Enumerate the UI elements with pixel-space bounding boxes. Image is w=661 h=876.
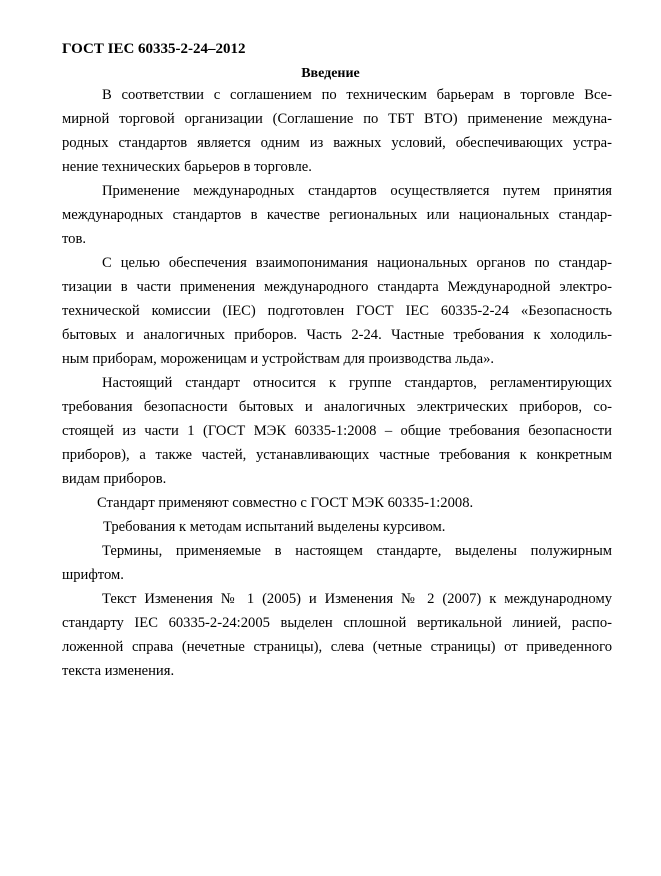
paragraph-2-line-2: международных стандартов в качестве региональных или национальных стандар- xyxy=(62,207,612,223)
paragraph-5-line-1: Стандарт применяют совместно с ГОСТ МЭК 60335-1:2008. xyxy=(97,495,474,511)
paragraph-7-line-2: шрифтом. xyxy=(62,567,124,583)
paragraph-4-line-5: видам приборов. xyxy=(62,471,167,487)
paragraph-8-line-2: стандарту IEC 60335-2-24:2005 выделен сплошной вертикальной линией, распо- xyxy=(62,615,612,631)
paragraph-4-line-3: стоящей из части 1 (ГОСТ МЭК 60335-1:2008 – общие требования безопасности xyxy=(62,423,612,439)
paragraph-3-line-1: С целью обеспечения взаимопонимания национальных органов по стандар- xyxy=(102,255,612,271)
paragraph-6-line-1: Требования к методам испытаний выделены курсивом. xyxy=(103,519,446,535)
section-title-introduction: Введение xyxy=(301,66,360,81)
paragraph-7-line-1: Термины, применяемые в настоящем стандарте, выделены полужирным xyxy=(102,543,612,559)
paragraph-8-line-4: текста изменения. xyxy=(62,663,175,679)
paragraph-1-line-4: нение технических барьеров в торговле. xyxy=(62,159,312,175)
paragraph-4-line-1: Настоящий стандарт относится к группе стандартов, регламентирующих xyxy=(102,375,612,391)
paragraph-3-line-4: бытовых и аналогичных приборов. Часть 2-24. Частные требования к холодиль- xyxy=(62,327,612,343)
paragraph-2-line-3: тов. xyxy=(62,231,87,247)
paragraph-8-line-3: ложенной справа (нечетные страницы), слева (четные страницы) от приведенного xyxy=(62,639,612,655)
document-code: ГОСТ IEC 60335-2-24–2012 xyxy=(62,41,246,57)
paragraph-1-line-2: мирной торговой организации (Соглашение по ТБТ ВТО) применение междуна- xyxy=(62,111,612,127)
paragraph-4-line-2: требования безопасности бытовых и аналогичных электрических приборов, со- xyxy=(62,399,612,415)
paragraph-4-line-4: приборов), а также частей, устанавливающих частные требования к конкретным xyxy=(62,447,612,463)
paragraph-8-line-1: Текст Изменения № 1 (2005) и Изменения № 2 (2007) к международному xyxy=(102,591,612,607)
paragraph-3-line-5: ным приборам, мороженицам и устройствам для производства льда». xyxy=(62,351,495,367)
paragraph-2-line-1: Применение международных стандартов осуществляется путем принятия xyxy=(102,183,612,199)
paragraph-3-line-3: технической комиссии (IEC) подготовлен ГОСТ IEC 60335-2-24 «Безопасность xyxy=(62,303,612,319)
paragraph-1-line-3: родных стандартов является одним из важных условий, обеспечивающих устра- xyxy=(62,135,612,151)
paragraph-1-line-1: В соответствии с соглашением по техническим барьерам в торговле Все- xyxy=(102,87,612,103)
paragraph-3-line-2: тизации в части применения международного стандарта Международной электро- xyxy=(62,279,612,295)
